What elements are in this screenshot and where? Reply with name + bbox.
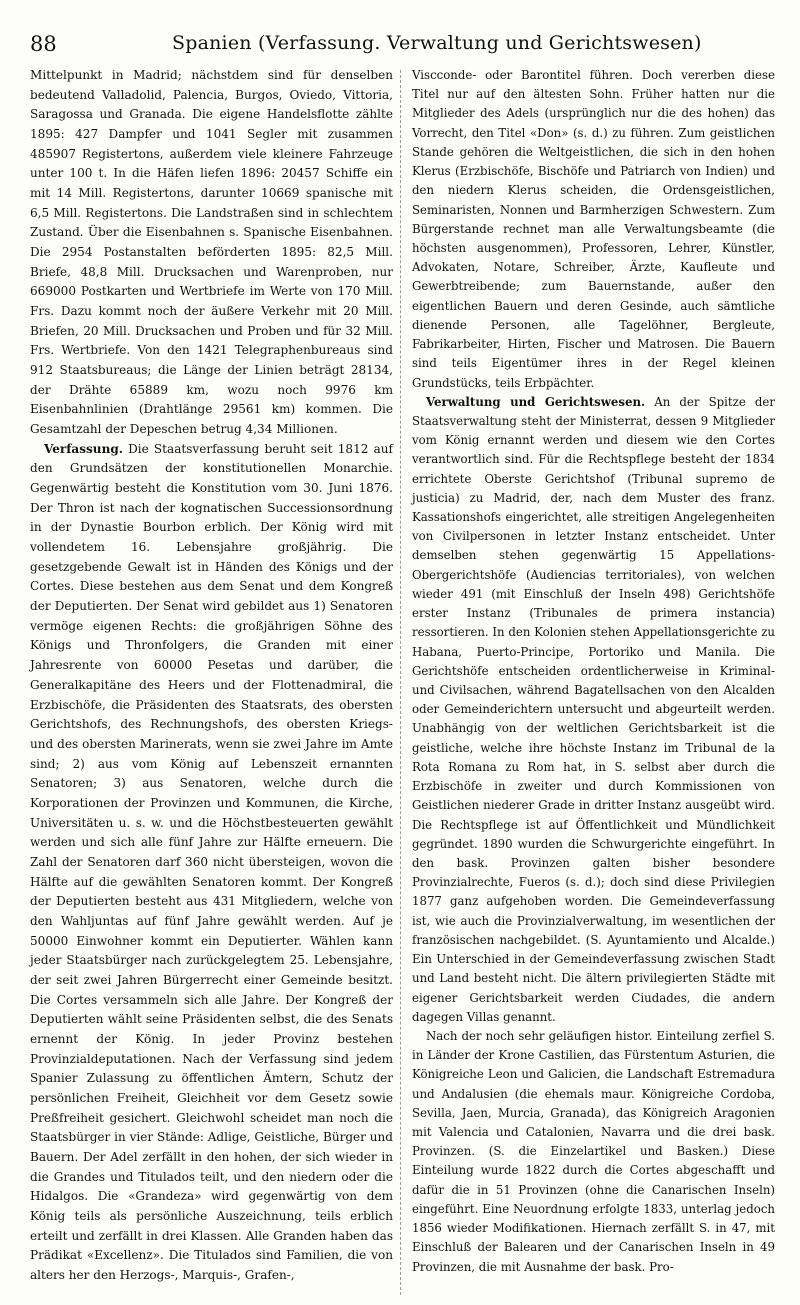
section-heading-verwaltung: Verwaltung und Gerichtswesen. xyxy=(426,394,646,409)
left-column xyxy=(30,66,393,1298)
column-divider xyxy=(400,70,401,1295)
running-title: Spanien (Verfassung. Verwaltung und Gerichtswesen) xyxy=(172,32,702,54)
right-column xyxy=(412,66,775,1298)
paragraph-verfassung xyxy=(30,440,393,1286)
page-header xyxy=(0,26,800,66)
page-number: 88 xyxy=(30,32,57,56)
paragraph-einteilung: Nach der noch sehr geläufigen histor. Einteilung zerfiel S. in Länder der Krone Castilien, das Fürstentum Asturien, die Königreiche Leon und Galicien, die Landschaft Estremadura und Andalusien (die ehemals maur. Königreiche Cordoba, Sevilla, Jaen, Murcia, Granada), das Königreich Aragonien mit Valencia und Catalonien, Navarra und die drei bask. Provinzen. (S. die Einzelartikel und Basken.) Diese Einteilung wurde 1822 durch die Cortes abgeschafft und dafür die in 51 Provinzen (ohne die Canarischen Inseln) eingeführt. Eine Neuordnung erfolgte 1833, unterlag jedoch 1856 wieder Modifikationen. Hiernach zerfällt S. in 47, mit Einschluß der Balearen und der Canarischen Inseln in 49 Provinzen, die mit Ausnahme der bask. Pro- xyxy=(412,1028,775,1274)
paragraph-staende: Viscconde- oder Barontitel führen. Doch vererben diese Titel nur auf den ältesten Sohn. Früher hatten nur die Mitglieder des Adels (ursprünglich nur die des hohen) das Vorrecht, den Titel «Don» (s. d.) zu führen. Zum geistlichen Stande gehören die Weltgeistlichen, die sich in den hohen Klerus (Erzbischöfe, Bischöfe und Patriarch von Indien) und den niedern Klerus scheiden, die Ordensgeistlichen, Seminaristen, Nonnen und Barmherzigen Schwestern. Zum Bürgerstande rechnet man alle Verwaltungsbeamte (die höchsten ausgenommen), Professoren, Lehrer, Künstler, Advokaten, Notare, Schreiber, Ärzte, Kaufleute und Gewerbtreibende; zum Bauernstande, außer den eigentlichen Bauern und deren Gesinde, auch sämtliche dienende Personen, alle Tagelöhner, Bergleute, Fabrikarbeiter, Hirten, Fischer und Matrosen. Die Bauern sind teils Eigentümer ihres in der Regel kleinen Grundstücks, teils Erbpächter. xyxy=(412,68,775,390)
paragraph-verwaltung xyxy=(412,393,775,1027)
paragraph-verwaltung-text: An der Spitze der Staatsverwaltung steht der Ministerrat, dessen 9 Mitglieder vom König ernannt werden und diesem wie den Cortes verantwortlich sind. Für die Rechtspflege besteht der 1834 errichtete Oberste Gerichtshof (Tribunal supremo de justicia) zu Madrid, der, nach dem Muster des franz. Kassationshofs eingerichtet, alle streitigen Angelegenheiten von Civilpersonen in letzter Instanz entscheidet. Unter demselben stehen gegenwärtig 15 Appellations-Obergerichtshöfe (Audiencias territoriales), von welchen wieder 491 (mit Einschluß der Inseln 498) Gerichtshöfe erster Instanz (Tribunales de primera instancia) ressortieren. In den Kolonien stehen Appellationsgerichte zu Habana, Puerto-Principe, Portoriko und Manila. Die Gerichtshöfe entscheiden ordentlicherweise in Kriminal- und Civilsachen, während Bagatellsachen von den Alcalden oder Gemeinderichtern untersucht und abgeurteilt werden. Unabhängig von der weltlichen Gerichtsbarkeit ist die geistliche, welche ihre höchste Instanz im Tribunal de la Rota Romana zu Rom hat, in S. selbst aber durch die Erzbischöfe in zweiter und durch Kommissionen von Geistlichen niederer Grade in dritter Instanz ausgeübt wird. Die Rechtspflege ist auf Öffentlichkeit und Mündlichkeit gegründet. 1890 wurden die Schwurgerichte eingeführt. In den bask. Provinzen galten bisher besondere Provinzialrechte, Fueros (s. d.); doch sind diese Privilegien 1877 ganz aufgehoben worden. Die Gemeindeverfassung ist, wie auch die Provinzialverwaltung, im wesentlichen der französischen nachgebildet. (S. Ayuntamiento und Alcalde.) Ein Unterschied in der Gemeindeverfassung zwischen Stadt und Land besteht nicht. Die ältern privilegierten Städte mit eigener Gerichtsbarkeit werden Ciudades, die andern dagegen Villas genannt. xyxy=(412,394,775,1024)
paragraph-verkehr: Mittelpunkt in Madrid; nächstdem sind für denselben bedeutend Valladolid, Palencia, Burgos, Oviedo, Vittoria, Saragossa und Granada. Die eigene Handelsflotte zählte 1895: 427 Dampfer und 1041 Segler mit zusammen 485907 Registertons, außerdem viele kleinere Fahrzeuge unter 100 t. In die Häfen liefen 1896: 20457 Schiffe ein mit 14 Mill. Registertons, darunter 10669 spanische mit 6,5 Mill. Registertons. Die Landstraßen sind in schlechtem Zustand. Über die Eisenbahnen s. Spanische Eisenbahnen. Die 2954 Postanstalten beförderten 1895: 82,5 Mill. Briefe, 48,8 Mill. Drucksachen und Warenproben, nur 669000 Postkarten und Wertbriefe im Werte von 170 Mill. Frs. Dazu kommt noch der äußere Verkehr mit 20 Mill. Briefen, 20 Mill. Drucksachen und Proben und für 32 Mill. Frs. Wertbriefe. Von den 1421 Telegraphenbureaus sind 912 Staatsbureaus; die Länge der Linien beträgt 28134, der Drähte 65889 km, wozu noch 9976 km Eisenbahnlinien (Drahtlänge 29561 km) kommen. Die Gesamtzahl der Depeschen betrug 4,34 Millionen. xyxy=(30,68,393,437)
paragraph-verfassung-text: Die Staatsverfassung beruht seit 1812 auf den Grundsätzen der konstitutionellen Monarchie. Gegenwärtig besteht die Konstitution vom 30. Juni 1876. Der Thron ist nach der kognatischen Successionsordnung in der Dynastie Bourbon erblich. Der König wird mit vollendetem 16. Lebensjahre großjährig. Die gesetzgebende Gewalt ist in Händen des Königs und der Cortes. Diese bestehen aus dem Senat und dem Kongreß der Deputierten. Der Senat wird gebildet aus 1) Senatoren vermöge eigenen Rechts: die großjährigen Söhne des Königs und Thronfolgers, die Granden mit einer Jahresrente von 60000 Pesetas und darüber, die Generalkapitäne des Heers und der Flottenadmiral, die Erzbischöfe, die Präsidenten des Staatsrats, des obersten Gerichtshofs, des Rechnungshofs, des obersten Kriegs- und des obersten Marinerats, wenn sie zwei Jahre im Amte sind; 2) aus vom König auf Lebenszeit ernannten Senatoren; 3) aus Senatoren, welche durch die Korporationen der Provinzen und Kommunen, die Kirche, Universitäten u. s. w. und die Höchstbesteuerten gewählt werden und sich alle fünf Jahre zur Hälfte erneuern. Die Zahl der Senatoren darf 360 nicht übersteigen, wovon die Hälfte auf die gewählten Senatoren kommt. Der Kongreß der Deputierten besteht aus 431 Mitgliedern, welche von den Wahljuntas auf fünf Jahre gewählt werden. Auf je 50000 Einwohner kommt ein Deputierter. Wählen kann jeder Staatsbürger nach zurückgelegtem 25. Lebensjahre, der seit zwei Jahren Bürgerrecht einer Gemeinde besitzt. Die Cortes versammeln sich alle Jahre. Der Kongreß der Deputierten wählt seine Präsidenten selbst, die des Senats ernennt der König. In jeder Provinz bestehen Provinzialdeputationen. Nach der Verfassung sind jedem Spanier Zulassung zu öffentlichen Ämtern, Schutz der persönlichen Freiheit, Gleichheit vor dem Gesetz sowie Preßfreiheit gesichert. Gleichwohl scheidet man noch die Staatsbürger in vier Stände: Adlige, Geistliche, Bürger und Bauern. Der Adel zerfällt in den hohen, der sich wieder in die Grandes und Titulados teilt, und den niedern oder die Hidalgos. Die «Grandeza» wird gegenwärtig von dem König teils als persönliche Auszeichnung, teils erblich erteilt und zerfällt in drei Klassen. Alle Granden haben das Prädikat «Excellenz». Die Titulados sind Familien, die von alters her den Herzogs-, Marquis-, Grafen-, xyxy=(30,441,393,1282)
section-heading-verfassung: Verfassung. xyxy=(44,441,123,456)
